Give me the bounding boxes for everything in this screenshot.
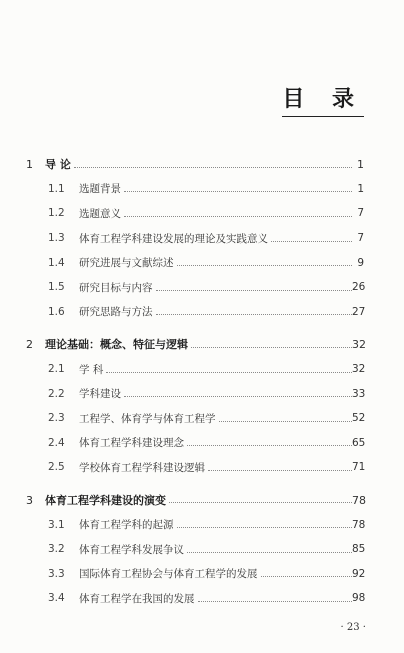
toc-heading: 目 录 <box>282 82 364 117</box>
toc-chapter-row <box>0 332 404 357</box>
section-title: 体育工程学科的起源 <box>79 519 174 532</box>
section-number: 1.6 <box>48 305 65 318</box>
section-number: 1.3 <box>48 232 65 245</box>
chapter-number: 3 <box>26 493 33 507</box>
section-page: 7 <box>357 232 364 245</box>
section-number: 2.1 <box>48 363 65 376</box>
toc-section-row <box>0 586 404 611</box>
toc-section-row <box>0 406 404 431</box>
section-page: 65 <box>352 436 366 449</box>
section-page: 71 <box>352 461 366 474</box>
section-title: 研究进展与文献综述 <box>79 257 174 270</box>
dot-leader <box>187 551 352 553</box>
dot-leader <box>169 501 352 503</box>
toc-section-row <box>0 512 404 537</box>
toc-section-row <box>0 431 404 456</box>
section-number: 3.4 <box>48 592 65 605</box>
section-title: 国际体育工程协会与体育工程学的发展 <box>79 568 258 581</box>
section-page: 7 <box>357 207 364 220</box>
dot-leader <box>156 313 353 315</box>
section-title: 研究目标与内容 <box>79 281 153 294</box>
dot-leader <box>124 190 352 192</box>
toc-list <box>0 152 404 611</box>
section-page: 26 <box>352 281 366 294</box>
dot-leader <box>156 289 353 291</box>
section-number: 1.4 <box>48 256 65 269</box>
dot-leader <box>177 264 353 266</box>
section-page: 1 <box>357 182 364 195</box>
chapter-number: 2 <box>26 337 33 351</box>
toc-section-row <box>0 562 404 587</box>
chapter-title: 体育工程学科建设的演变 <box>45 494 166 508</box>
toc-section-row <box>0 300 404 325</box>
dot-leader <box>187 444 352 446</box>
dot-leader <box>106 371 352 373</box>
toc-section-row <box>0 177 404 202</box>
section-number: 2.2 <box>48 387 65 400</box>
section-number: 2.4 <box>48 436 65 449</box>
section-title: 学校体育工程学科建设逻辑 <box>79 461 205 474</box>
toc-section-row <box>0 275 404 300</box>
dot-leader <box>271 240 352 242</box>
section-number: 3.2 <box>48 543 65 556</box>
toc-chapter-row <box>0 488 404 513</box>
chapter-page: 1 <box>357 157 364 171</box>
toc-section-row <box>0 201 404 226</box>
toc-section-row <box>0 226 404 251</box>
section-page: 92 <box>352 567 366 580</box>
toc-section-row <box>0 455 404 480</box>
section-title: 体育工程学科建设发展的理论及实践意义 <box>79 232 268 245</box>
chapter-page: 32 <box>352 337 366 351</box>
section-page: 52 <box>352 412 366 425</box>
section-page: 85 <box>352 543 366 556</box>
section-title: 选题背景 <box>79 183 121 196</box>
chapter-title: 导 论 <box>45 158 71 172</box>
chapter-number: 1 <box>26 157 33 171</box>
dot-leader <box>124 395 352 397</box>
section-number: 1.5 <box>48 281 65 294</box>
section-page: 78 <box>352 518 366 531</box>
section-title: 体育工程学科建设理念 <box>79 437 184 450</box>
dot-leader <box>261 575 353 577</box>
toc-section-row <box>0 381 404 406</box>
section-number: 2.5 <box>48 461 65 474</box>
section-title: 体育工程学在我国的发展 <box>79 592 195 605</box>
toc-chapter-row <box>0 152 404 177</box>
section-title: 体育工程学科发展争议 <box>79 543 184 556</box>
section-number: 1.1 <box>48 182 65 195</box>
section-number: 3.1 <box>48 518 65 531</box>
dot-leader <box>177 526 353 528</box>
dot-leader <box>219 420 353 422</box>
section-number: 3.3 <box>48 567 65 580</box>
section-title: 研究思路与方法 <box>79 306 153 319</box>
section-page: 9 <box>357 256 364 269</box>
toc-section-row <box>0 537 404 562</box>
section-title: 学 科 <box>79 363 104 376</box>
dot-leader <box>124 215 352 217</box>
section-number: 2.3 <box>48 412 65 425</box>
section-title: 工程学、体育学与体育工程学 <box>79 412 216 425</box>
toc-section-row <box>0 250 404 275</box>
dot-leader <box>208 469 352 471</box>
section-page: 32 <box>352 363 366 376</box>
section-page: 27 <box>352 305 366 318</box>
section-number: 1.2 <box>48 207 65 220</box>
section-page: 33 <box>352 387 366 400</box>
page-number: · 23 · <box>340 622 366 633</box>
dot-leader <box>74 166 352 168</box>
dot-leader <box>198 600 353 602</box>
section-page: 98 <box>352 592 366 605</box>
chapter-title: 理论基础：概念、特征与逻辑 <box>45 338 188 352</box>
toc-section-row <box>0 357 404 382</box>
dot-leader <box>191 346 352 348</box>
chapter-page: 78 <box>352 493 366 507</box>
section-title: 选题意义 <box>79 207 121 220</box>
section-title: 学科建设 <box>79 388 121 401</box>
